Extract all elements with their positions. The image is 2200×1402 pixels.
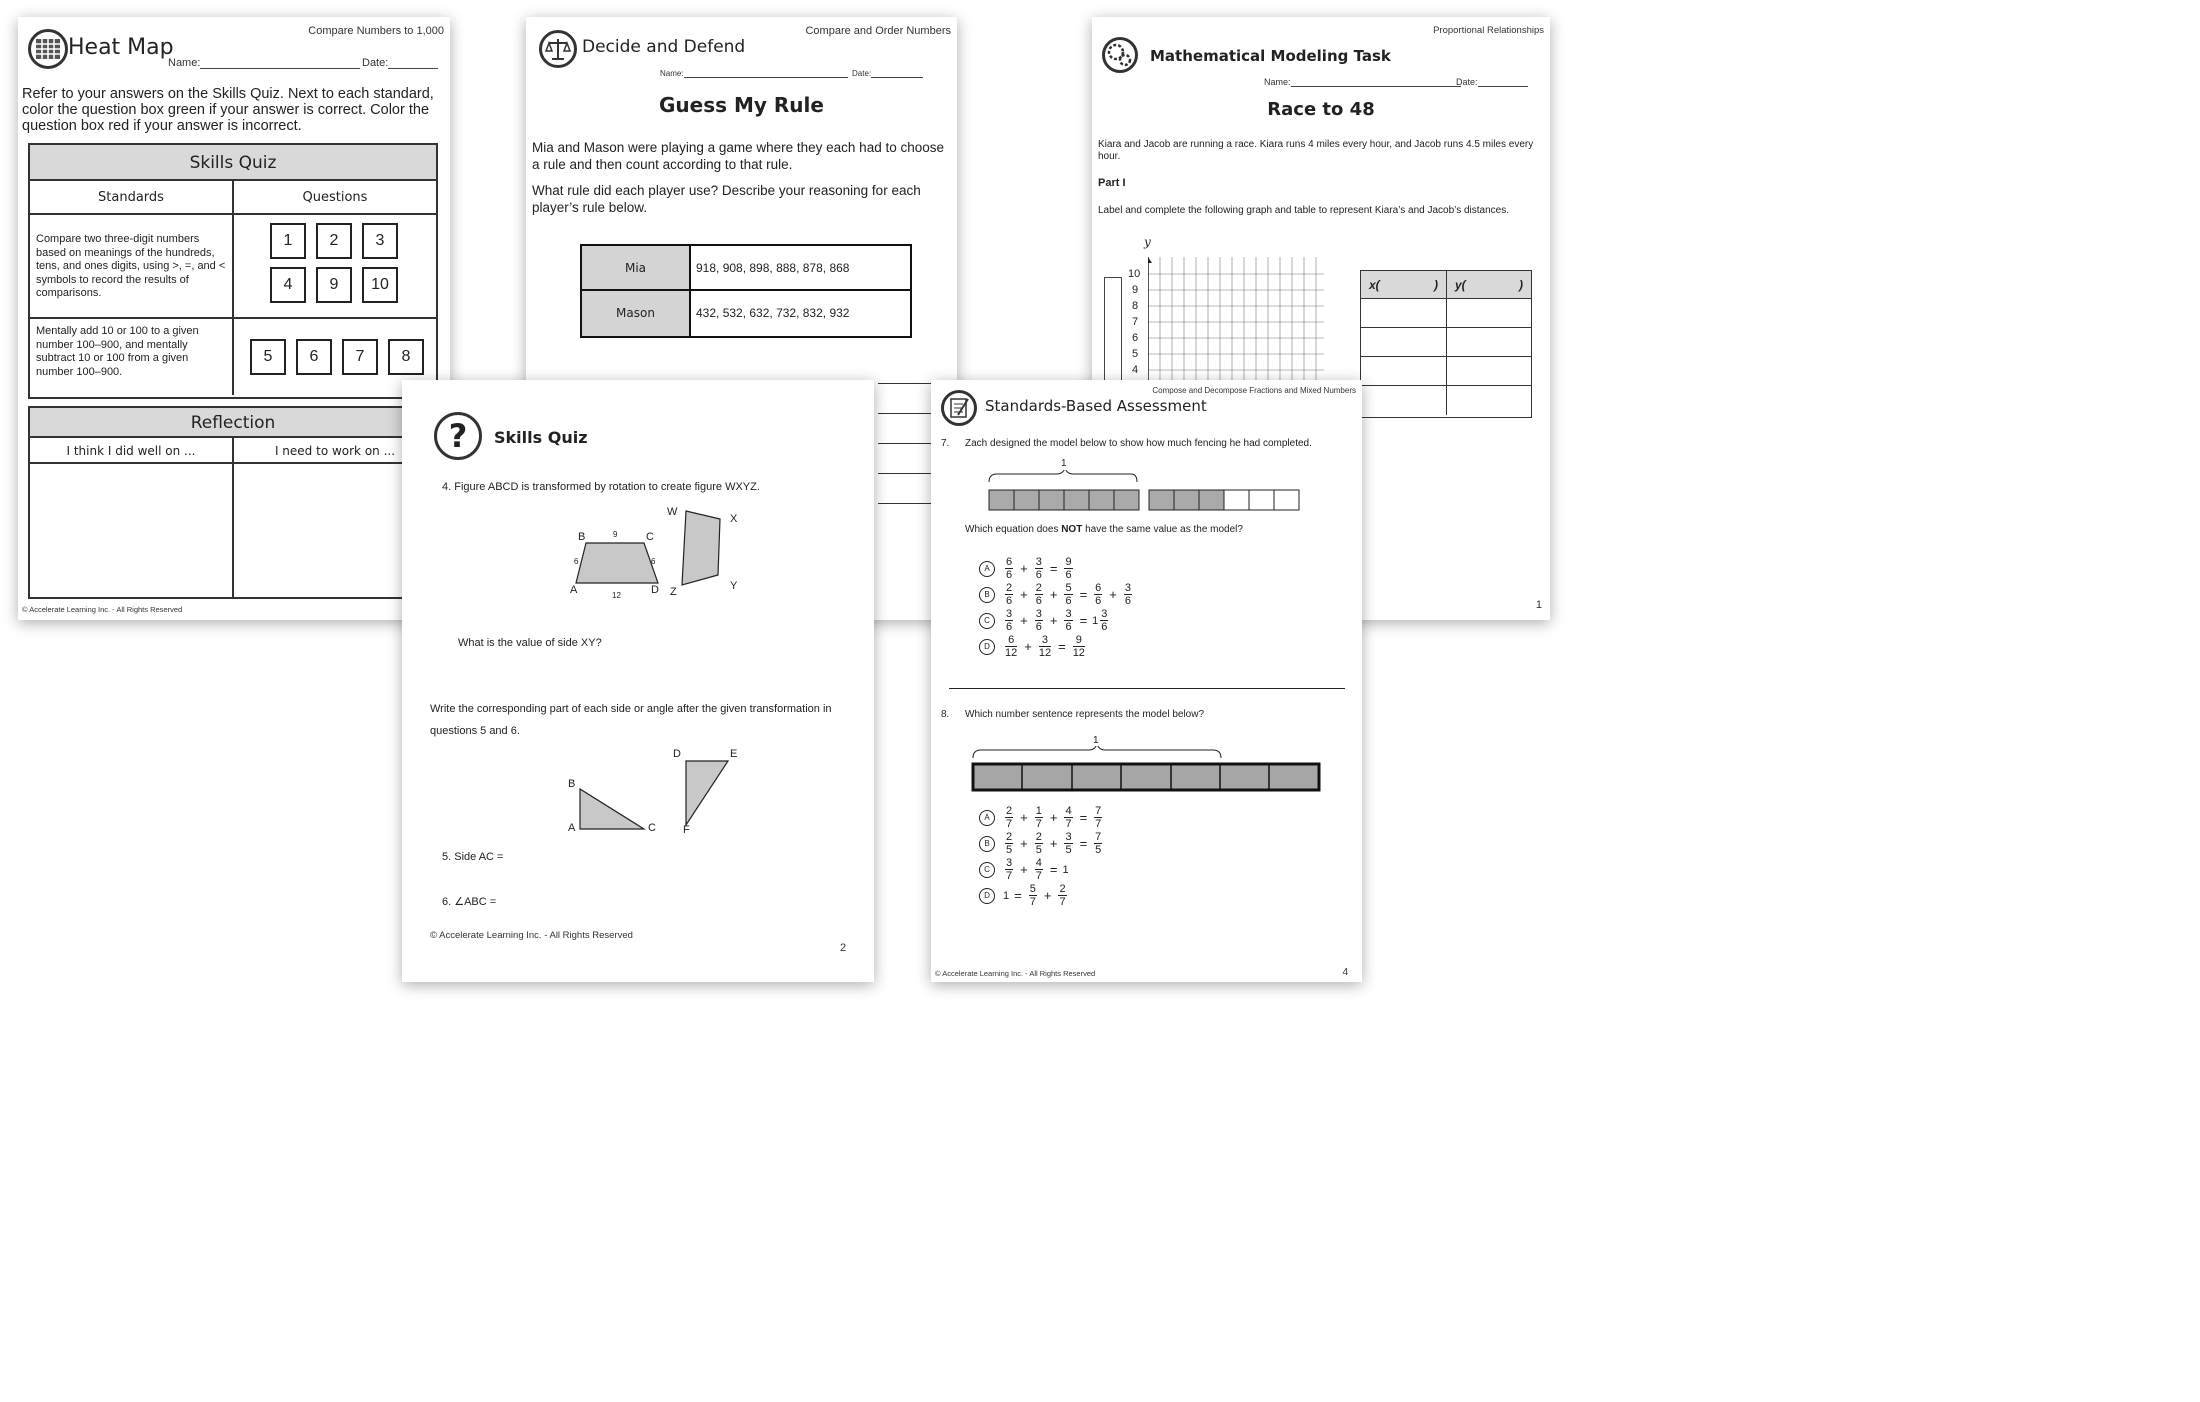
option-letter: C: [979, 613, 995, 629]
x-header: x(: [1369, 278, 1380, 292]
date-field[interactable]: [362, 57, 438, 69]
question-5: 5. Side AC =: [442, 851, 504, 863]
y-header: y(: [1455, 278, 1466, 292]
prompt-emphasis: NOT: [1061, 524, 1083, 535]
clipboard-pencil-icon: [941, 390, 977, 426]
copyright: © Accelerate Learning Inc. - All Rights Reserved: [430, 930, 633, 941]
paragraph-1: Kiara and Jacob are running a race. Kiara runs 4 miles every hour, and Jacob runs 4.5 miles every hour.: [1098, 139, 1534, 162]
instructions: Refer to your answers on the Skills Quiz. Next to each standard, color the question box green if your answer is correct. Color the question box red if your answer is incorrect.: [22, 86, 434, 134]
page-number: 1: [1535, 599, 1542, 611]
label-b: B: [568, 778, 576, 790]
side-left-length: 6: [574, 557, 579, 566]
name-field[interactable]: [1264, 77, 1461, 87]
label-c: C: [646, 531, 654, 543]
fraction: $\frac{9}{12}$: [1072, 634, 1085, 659]
name-label: Name:: [660, 69, 684, 78]
reflection-left-answer[interactable]: [30, 464, 234, 597]
option-letter: B: [979, 587, 995, 603]
page-topic: Compare Numbers to 1,000: [308, 25, 444, 37]
scale-icon: [539, 30, 577, 68]
fraction: $\frac{1}{7}$: [1035, 805, 1042, 830]
fraction: $\frac{4}{7}$: [1035, 857, 1042, 882]
gears-icon: [1102, 37, 1138, 73]
fraction: $\frac{2}{5}$: [1035, 831, 1042, 856]
label-a: A: [568, 822, 576, 834]
fraction: $\frac{6}{12}$: [1005, 634, 1018, 659]
x-header-close: ): [1434, 278, 1438, 292]
label-y: Y: [730, 580, 738, 592]
heading: Race to 48: [1267, 99, 1375, 120]
question-box[interactable]: 1: [270, 223, 306, 259]
label-a: A: [570, 584, 578, 596]
date-label: Date:: [852, 69, 872, 78]
page-title: Mathematical Modeling Task: [1150, 47, 1391, 65]
fraction: $\frac{5}{6}$: [1065, 582, 1072, 607]
fraction: $\frac{5}{7}$: [1029, 883, 1036, 908]
fraction: $\frac{3}{6}$: [1006, 608, 1013, 633]
option-letter: D: [979, 888, 995, 904]
fraction: $\frac{2}{7}$: [1059, 883, 1066, 908]
y-tick: 10: [1128, 268, 1141, 280]
player-values: 432, 532, 632, 732, 832, 932: [696, 306, 850, 320]
paragraph-2: What rule did each player use? Describe your reasoning for each player’s rule below.: [532, 183, 921, 215]
fraction: $\frac{3}{6}$: [1065, 608, 1072, 633]
answer-option[interactable]: D 1 = $\frac{5}{7}$ + $\frac{2}{7}$: [979, 883, 1069, 908]
y-tick: 7: [1132, 316, 1139, 328]
fraction: $\frac{3}{7}$: [1006, 857, 1013, 882]
answer-option[interactable]: C $\frac{3}{7}$ + $\frac{4}{7}$ = 1: [979, 857, 1069, 882]
y-tick: 9: [1132, 284, 1139, 296]
y-tick: 8: [1132, 300, 1139, 312]
label-f: F: [683, 824, 690, 836]
copyright: © Accelerate Learning Inc. - All Rights Reserved: [935, 969, 1096, 978]
fraction-bar-model-7: [987, 470, 1307, 518]
page-title: Skills Quiz: [494, 428, 588, 447]
date-field[interactable]: [1456, 77, 1528, 87]
fraction: $\frac{6}{6}$: [1006, 556, 1013, 581]
reflection-title: Reflection: [30, 408, 436, 438]
fraction: $\frac{2}{7}$: [1006, 805, 1013, 830]
label-x: X: [730, 513, 738, 525]
instruction-line-1: Write the corresponding part of each side or angle after the given transformation in: [430, 703, 832, 715]
instruction-line-2: questions 5 and 6.: [430, 725, 520, 737]
table-title: Skills Quiz: [30, 145, 436, 181]
heat-map-icon: [28, 29, 68, 69]
question-8: Which number sentence represents the model below?: [965, 709, 1205, 720]
side-bottom-length: 12: [612, 591, 621, 600]
label-d: D: [651, 584, 659, 596]
label-z: Z: [670, 586, 677, 598]
side-right-length: 6: [651, 557, 656, 566]
answer-option[interactable]: C $\frac{3}{6}$ + $\frac{3}{6}$ + $\frac{3}{6}$ = 1 $\frac{3}{6}$: [979, 608, 1110, 633]
brace-label: 1: [1093, 735, 1099, 746]
y-tick: 4: [1132, 364, 1139, 376]
part-label: Part I: [1098, 177, 1126, 189]
fraction: $\frac{7}{5}$: [1095, 831, 1102, 856]
y-header-close: ): [1519, 278, 1523, 292]
answer-option[interactable]: D $\frac{6}{12}$ + $\frac{3}{12}$ = $\frac{9}{12}$: [979, 634, 1087, 659]
copyright: © Accelerate Learning Inc. - All Rights Reserved: [22, 605, 183, 614]
y-tick: 6: [1132, 332, 1139, 344]
question-mark-icon: ?: [434, 412, 482, 460]
fraction: $\frac{3}{6}$: [1101, 608, 1108, 633]
answer-option[interactable]: B $\frac{2}{6}$ + $\frac{2}{6}$ + $\frac{5}{6}$ = $\frac{6}{6}$ + $\frac{3}{6}$: [979, 582, 1134, 607]
player-name: Mason: [582, 291, 691, 336]
question-8-number: 8.: [941, 709, 950, 720]
col-standards: Standards: [30, 181, 234, 213]
page-topic: Compare and Order Numbers: [805, 25, 951, 37]
standard-row-2: Mentally add 10 or 100 to a given number 100–900, and mentally subtract 10 or 100 from a given number 100–900.: [30, 319, 234, 395]
fraction: $\frac{9}{6}$: [1065, 556, 1072, 581]
fraction: $\frac{3}{6}$: [1035, 608, 1042, 633]
date-field[interactable]: [852, 68, 923, 78]
prompt-text: Which equation does: [965, 524, 1059, 535]
prompt-text: have the same value as the model?: [1085, 524, 1243, 535]
question-box[interactable]: 4: [270, 267, 306, 303]
question-box[interactable]: 6: [296, 339, 332, 375]
option-letter: B: [979, 836, 995, 852]
page-topic: Proportional Relationships: [1433, 25, 1544, 36]
divider: [949, 688, 1345, 689]
page-title: Decide and Defend: [582, 37, 746, 57]
question-box[interactable]: 8: [388, 339, 424, 375]
question-box[interactable]: 2: [316, 223, 352, 259]
page-title: Heat Map: [68, 35, 174, 60]
name-label: Name:: [168, 57, 201, 69]
option-letter: A: [979, 810, 995, 826]
name-field[interactable]: [660, 68, 848, 78]
option-letter: A: [979, 561, 995, 577]
question-7: Zach designed the model below to show how much fencing he had completed.: [965, 438, 1312, 449]
label-d: D: [673, 748, 681, 760]
question-box[interactable]: 9: [316, 267, 352, 303]
fraction: $\frac{2}{5}$: [1006, 831, 1013, 856]
question-4-prompt: What is the value of side XY?: [458, 637, 602, 649]
paragraph-2: Label and complete the following graph and table to represent Kiara’s and Jacob’s distances.: [1098, 205, 1510, 216]
name-field[interactable]: [168, 57, 360, 69]
heading: Guess My Rule: [659, 93, 824, 117]
fraction: $\frac{3}{6}$: [1124, 582, 1131, 607]
player-values: 918, 908, 898, 888, 878, 868: [696, 261, 850, 275]
col-questions: Questions: [302, 190, 368, 205]
option-letter: C: [979, 862, 995, 878]
xy-table[interactable]: [1360, 270, 1532, 418]
answer-option[interactable]: A $\frac{6}{6}$ + $\frac{3}{6}$ = $\frac{9}{6}$: [979, 556, 1075, 581]
fraction: $\frac{6}{6}$: [1095, 582, 1102, 607]
skills-quiz-table: [28, 143, 438, 399]
player-name: Mia: [582, 246, 691, 289]
date-label: Date:: [1456, 77, 1478, 87]
question-7-number: 7.: [941, 438, 950, 449]
question-box[interactable]: 7: [342, 339, 378, 375]
reflection-table: [28, 406, 438, 599]
question-box[interactable]: 10: [362, 267, 398, 303]
reflection-left: I think I did well on ...: [30, 438, 234, 462]
brace-label: 1: [1061, 458, 1067, 469]
page-topic: Compose and Decompose Fractions and Mixed Numbers: [1152, 386, 1356, 395]
fraction: $\frac{7}{7}$: [1095, 805, 1102, 830]
question-7-prompt: [965, 524, 1243, 535]
sba-page: [931, 380, 1362, 982]
fraction-bar-model-8: [971, 746, 1331, 796]
fraction: $\frac{2}{6}$: [1035, 582, 1042, 607]
skills-quiz-page: [402, 380, 874, 982]
y-axis-label: y: [1144, 235, 1151, 249]
question-6: 6. ∠ABC =: [442, 896, 497, 908]
page-number: 4: [1342, 967, 1348, 978]
label-w: W: [667, 506, 678, 518]
option-letter: D: [979, 639, 995, 655]
page-number: 2: [840, 942, 847, 954]
label-b: B: [578, 531, 586, 543]
trapezoid-figures: [562, 505, 802, 605]
date-label: Date:: [362, 57, 389, 69]
triangle-figures: [572, 755, 752, 845]
y-tick: 5: [1132, 348, 1139, 360]
fraction: $\frac{4}{7}$: [1065, 805, 1072, 830]
paragraph-1: Mia and Mason were playing a game where they each had to choose a rule and then count according to that rule.: [532, 140, 945, 172]
question-box[interactable]: 5: [250, 339, 286, 375]
fraction: $\frac{2}{6}$: [1006, 582, 1013, 607]
question-4: 4. Figure ABCD is transformed by rotation to create figure WXYZ.: [442, 481, 760, 493]
answer-option[interactable]: B $\frac{2}{5}$ + $\frac{2}{5}$ + $\frac{3}{5}$ = $\frac{7}{5}$: [979, 831, 1104, 856]
label-e: E: [730, 748, 738, 760]
side-top-length: 9: [613, 530, 618, 539]
name-label: Name:: [1264, 77, 1291, 87]
fraction: $\frac{3}{5}$: [1065, 831, 1072, 856]
reflection-right: I need to work on ...: [274, 444, 396, 458]
fraction: $\frac{3}{6}$: [1035, 556, 1042, 581]
standard-row-1: Compare two three-digit numbers based on meanings of the hundreds, tens, and ones digits, using >, =, and < symbols to record the results of comparisons.: [30, 215, 234, 317]
rule-table: [580, 244, 912, 338]
fraction: $\frac{3}{12}$: [1038, 634, 1052, 659]
answer-option[interactable]: A $\frac{2}{7}$ + $\frac{1}{7}$ + $\frac{4}{7}$ = $\frac{7}{7}$: [979, 805, 1104, 830]
heat-map-page: [18, 17, 450, 620]
page-title: Standards-Based Assessment: [985, 397, 1207, 415]
label-c: C: [648, 822, 656, 834]
question-box[interactable]: 3: [362, 223, 398, 259]
